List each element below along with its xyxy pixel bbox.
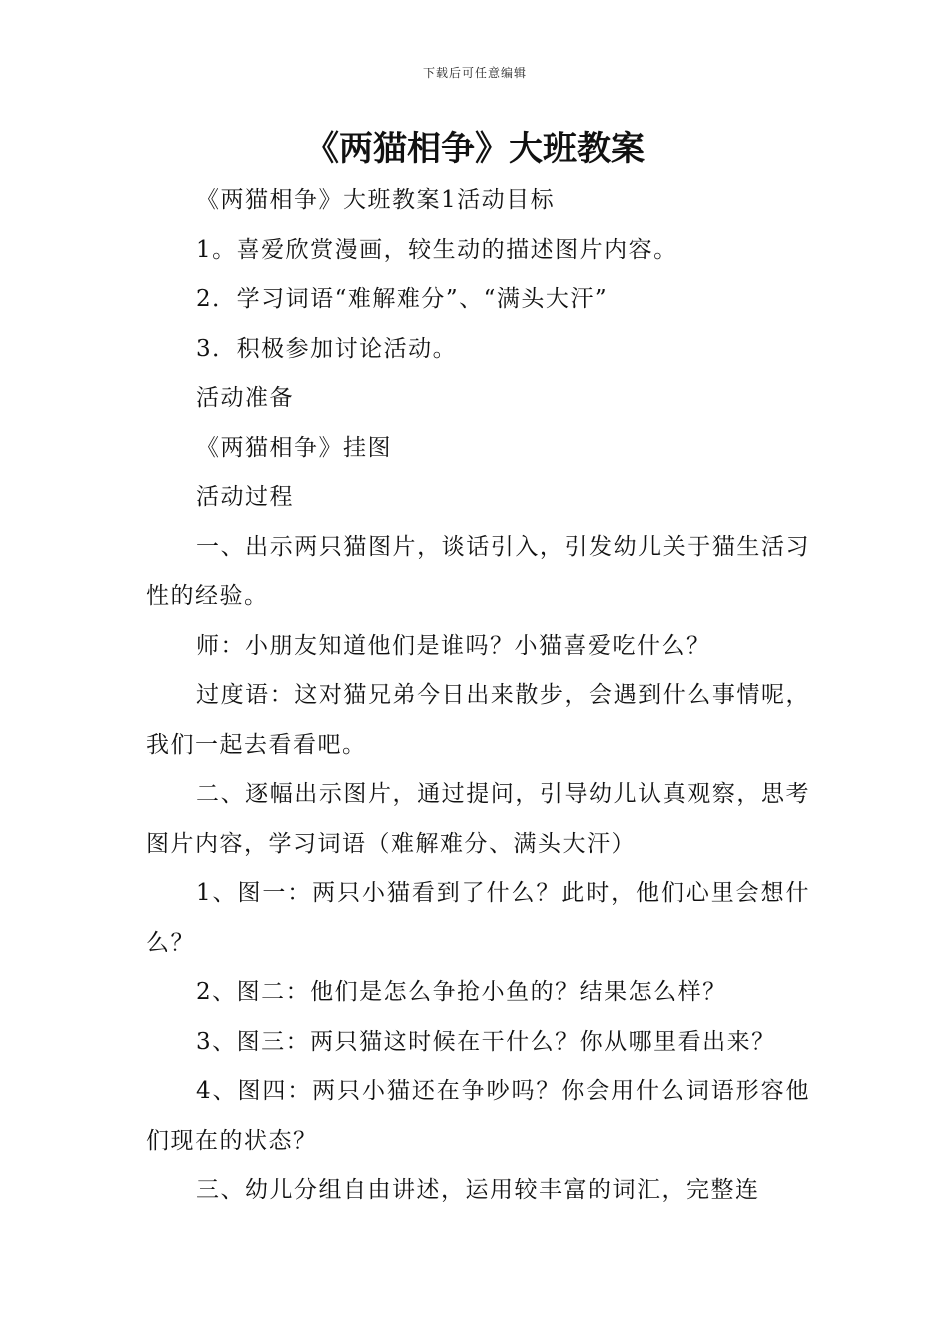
paragraph-subtitle-goals: 《两猫相争》大班教案1活动目标 [196,187,556,213]
section-heading-process: 活动过程 [196,484,294,510]
document-body [146,176,810,1216]
paragraph-goal-1: 1。喜爱欣赏漫画，较生动的描述图片内容。 [196,236,678,263]
paragraph-picture-3: 3、图三：两只猫这时候在干什么？你从哪里看出来？ [196,1028,776,1055]
paragraph-goal-3: 3．积极参加讨论活动。 [196,335,458,362]
paragraph-step-1: 一、出示两只猫图片，谈话引入，引发幼儿关于猫生活习性的经验。 [146,533,810,609]
document-title: 《两猫相争》大班教案 [305,129,645,169]
header-note: 下载后可任意编辑 [422,66,527,80]
paragraph-teacher-question: 师：小朋友知道他们是谁吗？小猫喜爱吃什么？ [196,632,711,659]
paragraph-picture-4: 4、图四：两只小猫还在争吵吗？你会用什么词语形容他们现在的状态？ [146,1078,810,1154]
paragraph-step-3: 三、幼儿分组自由讲述，运用较丰富的词汇，完整连 [196,1177,760,1203]
paragraph-picture-1: 1、图一：两只小猫看到了什么？此时，他们心里会想什么？ [146,880,810,956]
section-heading-preparation: 活动准备 [196,385,294,411]
paragraph-goal-2: 2．学习词语“难解难分”、“满头大汗” [196,286,609,312]
paragraph-step-2: 二、逐幅出示图片，通过提问，引导幼儿认真观察，思考图片内容，学习词语（难解难分、满头大汗） [146,781,810,857]
paragraph-transition: 过度语：这对猫兄弟今日出来散步，会遇到什么事情呢，我们一起去看看吧。 [146,682,810,758]
paragraph-preparation: 《两猫相争》挂图 [196,434,392,461]
paragraph-picture-2: 2、图二：他们是怎么争抢小鱼的？结果怎么样？ [196,979,727,1005]
